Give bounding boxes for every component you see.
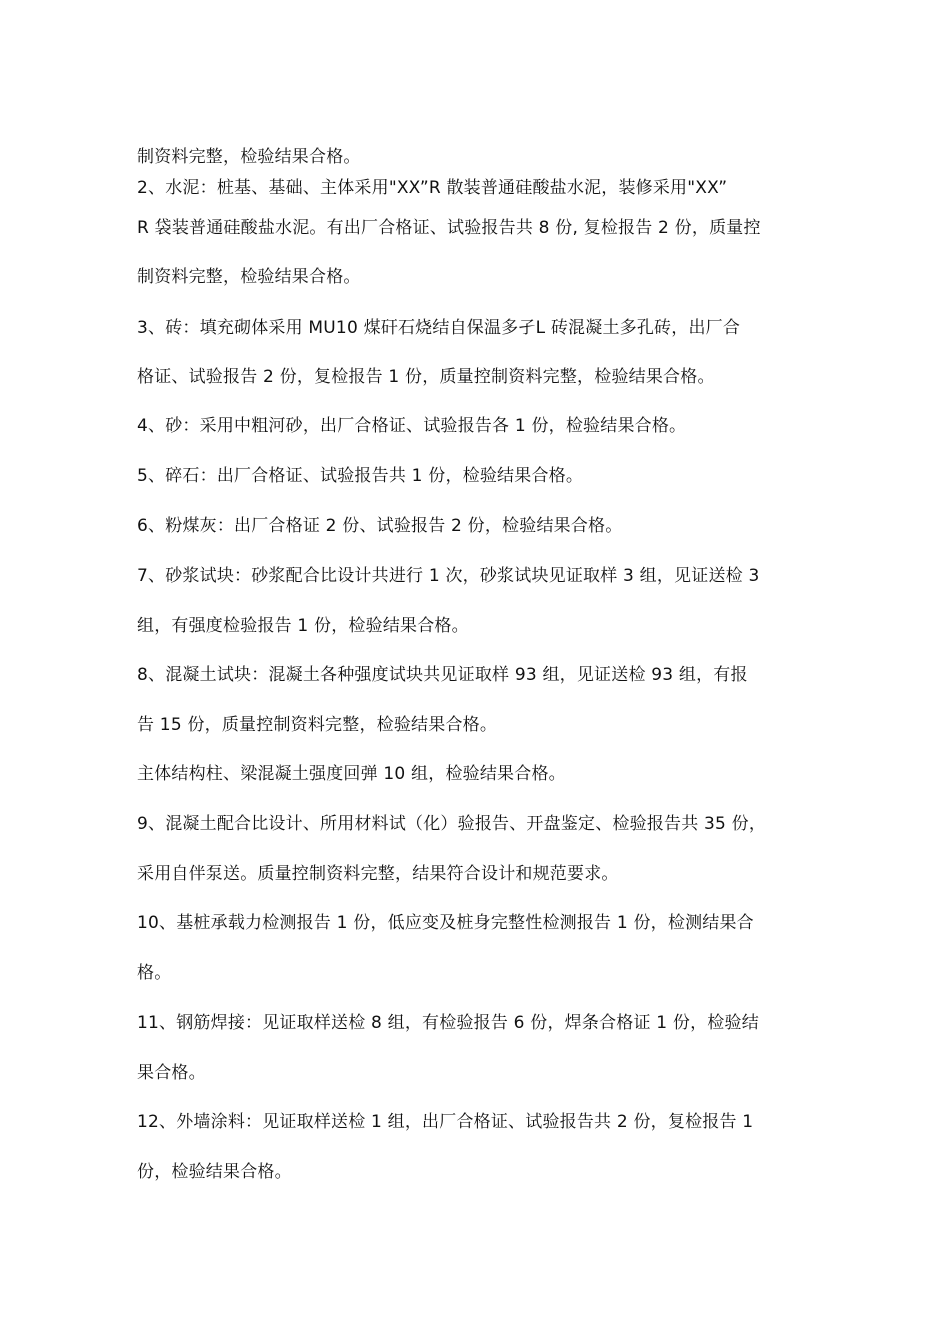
text-line: 4、砂：采用中粗河砂，出厂合格证、试验报告各 1 份，检验结果合格。 [137, 416, 687, 436]
text-line: 11、钢筋焊接：见证取样送检 8 组，有检验报告 6 份，焊条合格证 1 份，检验结 [137, 1013, 759, 1033]
text-line: 8、混凝土试块：混凝土各种强度试块共见证取样 93 组，见证送检 93 组，有报 [137, 665, 748, 685]
text-line: 组，有强度检验报告 1 份，检验结果合格。 [137, 616, 469, 636]
text-line: 告 15 份，质量控制资料完整，检验结果合格。 [137, 715, 498, 735]
text-line: 2、水泥：桩基、基础、主体采用"XX”R 散装普通硅酸盐水泥，装修采用"XX” [137, 178, 728, 198]
text-line: 6、粉煤灰：出厂合格证 2 份、试验报告 2 份，检验结果合格。 [137, 516, 623, 536]
text-line: 5、碎石：出厂合格证、试验报告共 1 份，检验结果合格。 [137, 466, 584, 486]
text-line: 10、基桩承载力检测报告 1 份，低应变及桩身完整性检测报告 1 份，检测结果合 [137, 913, 754, 933]
text-line: 格证、试验报告 2 份，复检报告 1 份，质量控制资料完整，检验结果合格。 [137, 367, 715, 387]
text-line: 主体结构柱、梁混凝土强度回弹 10 组，检验结果合格。 [137, 764, 566, 784]
text-line: 份，检验结果合格。 [137, 1162, 292, 1182]
text-line: 7、砂浆试块：砂浆配合比设计共进行 1 次，砂浆试块见证取样 3 组，见证送检 3 [137, 566, 760, 586]
text-line: 格。 [137, 963, 172, 983]
text-line: 12、外墙涂料：见证取样送检 1 组，出厂合格证、试验报告共 2 份，复检报告 1 [137, 1112, 754, 1132]
text-line: 9、混凝土配合比设计、所用材料试（化）验报告、开盘鉴定、检验报告共 35 份， [137, 814, 767, 834]
text-line: 采用自伴泵送。质量控制资料完整，结果符合设计和规范要求。 [137, 864, 619, 884]
text-line: 3、砖：填充砌体采用 MU10 煤矸石烧结自保温多孑L 砖混凝土多孔砖，出厂合 [137, 318, 741, 338]
text-line: 果合格。 [137, 1063, 206, 1083]
text-line: 制资料完整，检验结果合格。 [137, 147, 361, 167]
text-line: 制资料完整，检验结果合格。 [137, 267, 361, 287]
text-line: R 袋装普通硅酸盐水泥。有出厂合格证、试验报告共 8 份, 复检报告 2 份，质量控 [137, 218, 761, 238]
